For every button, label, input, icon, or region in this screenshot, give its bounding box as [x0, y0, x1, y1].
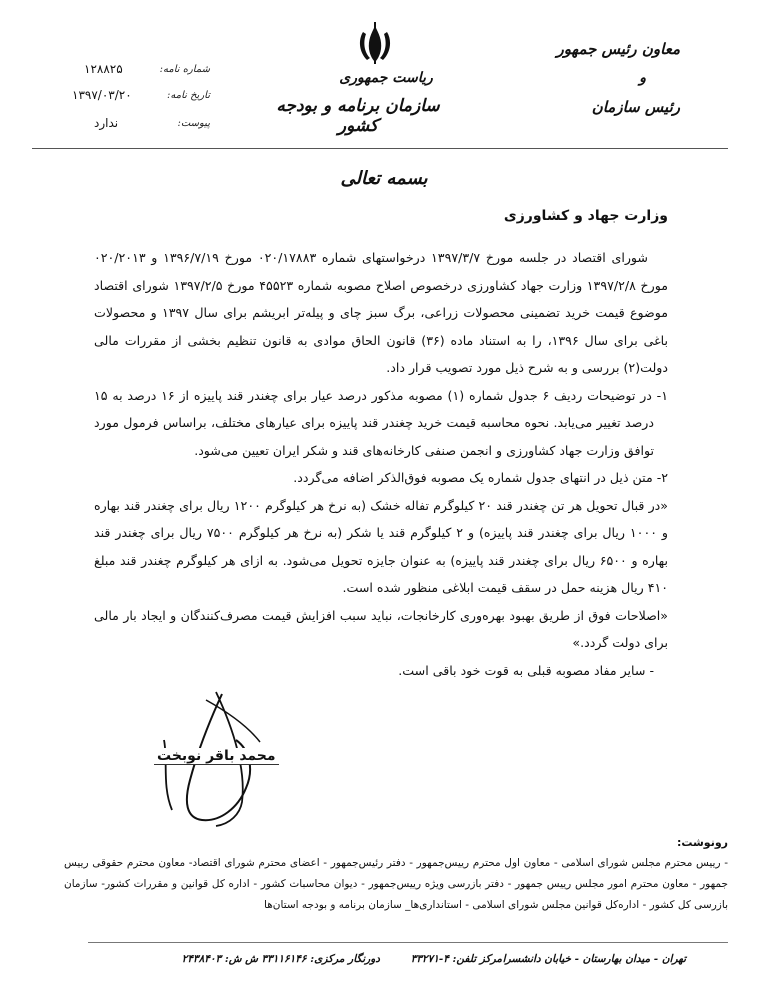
addressee: وزارت جهاد و کشاورزی: [503, 208, 668, 224]
letter-meta: [60, 60, 210, 140]
header-divider: [32, 148, 728, 149]
invocation: بسمه تعالی: [340, 168, 428, 189]
org-name: سازمان برنامه و بودجه کشور: [276, 96, 440, 136]
clause-2: ۲- متن ذیل در انتهای جدول شماره یک مصوبه فوق‌الذکر اضافه می‌گردد.: [293, 470, 668, 485]
clause-2-note: «اصلاحات فوق از طریق بهبود بهره‌وری کارخانجات، نباید سبب افزایش قیمت مصرف‌کنندگان و ایجاد بار مالی برای دولت گردد.»: [94, 607, 668, 650]
letter-number-label: شماره نامه:: [159, 64, 210, 75]
letter-date-value: ۱۳۹۷/۰۳/۲۰: [72, 88, 132, 102]
letter-date-label: تاریخ نامه:: [167, 90, 210, 101]
clause-2-quote: «در قبال تحویل هر تن چغندر قند ۲۰ کیلوگرم تفاله خشک (به نرخ هر کیلوگرم ۱۲۰۰ ریال برای چغندر قند بهاره و ۱۰۰۰ ریال برای چغندر قند پاییزه) و ۲ کیلوگرم قند یا شکر (به نرخ هر کیلوگرم ۷۵۰۰ ریال برای چغندر قند بهاره و ۶۵۰۰ ریال برای چغندر قند پاییزه) به عنوان جایزه تحویل می‌شود. به ازای هر کیلوگرم چغندر قند مبلغ ۴۱۰ ریال هزینه حمل در سقف قیمت ابلاغی منظور شده است.: [94, 497, 668, 595]
letter-number-value: ۱۲۸۸۲۵: [84, 62, 123, 76]
letter-body: [94, 244, 668, 684]
footer-address: تهران - میدان بهارستان - خیابان دانشسرا: [502, 953, 686, 965]
footer-switchboard: مرکز تلفن: ۴-۳۳۲۷۱: [410, 953, 502, 965]
signatory-name: محمد باقر نوبخت: [154, 748, 279, 765]
footer-fax: دورنگار مرکزی: ۳۳۱۱۶۱۴۶: [261, 953, 380, 965]
recipient-title: معاون رئیس جمهور: [556, 40, 680, 58]
closing-clause: - سایر مفاد مصوبه قبلی به قوت خود باقی است.: [398, 662, 654, 678]
attachment-label: پیوست:: [177, 118, 210, 129]
attachment-value: ندارد: [94, 116, 119, 130]
footer-divider: [88, 942, 728, 943]
footer-postal: ش ش: ۲۴۳۸۴۰۳: [181, 953, 258, 965]
cc-list: - رییس محترم مجلس شورای اسلامی - معاون اول محترم رییس‌جمهور - دفتر رئیس‌جمهور - اعضای محترم شورای اقتصاد- معاون محترم حقوقی رییس جمهور - معاون محترم امور مجلس رییس جمهور - دفتر بازرسی ویژه رییس‌جمهور - دیوان محاسبات کشور - اداره کل قوانین و مقررات کشور- سازمان بازرسی کل کشور - اداره‌کل قوانین مجلس شورای اسلامی - استانداری‌ها_ سازمان برنامه و بودجه استان‌ها: [64, 857, 728, 911]
org-presidency: ریاست جمهوری: [339, 70, 433, 86]
cc-title: رونوشت:: [676, 836, 728, 849]
iran-emblem-icon: [354, 22, 396, 66]
recipient-title-2: رئیس سازمان: [591, 98, 680, 116]
clause-1: ۱- در توضیحات ردیف ۶ جدول شماره (۱) مصوبه مذکور درصد عیار برای چغندر قند پاییزه از ۱۶ درصد به ۱۵ درصد تغییر می‌یابد. نحوه محاسبه قیمت خرید چغندر قند پاییزه برای عیارهای مختلف، براساس فرمول مورد توافق وزارت جهاد کشاورزی و انجمن صنفی کارخانه‌های قند و شکر ایران تعیین می‌شود.: [94, 387, 668, 458]
recipient-and: و: [639, 70, 646, 86]
intro-paragraph: شورای اقتصاد در جلسه مورخ ۱۳۹۷/۳/۷ درخواستهای شماره ۰۲۰/۱۷۸۸۳ مورخ ۱۳۹۶/۷/۱۹ و ۰۲۰/۲۰۱۳ مورخ ۱۳۹۷/۲/۸ وزارت جهاد کشاورزی درخصوص اصلاح مصوبه شماره ۴۵۵۲۳ مورخ ۱۳۹۷/۲/۵ شورای اقتصاد موضوع قیمت خرید تضمینی محصولات زراعی، برگ سبز چای و پیله‌تر ابریشم برای سال ۱۳۹۷ و محصولات باغی برای سال ۱۳۹۶، را به استناد ماده (۳۶) قانون الحاق موادی به قانون تنظیم بخشی از مقررات مالی دولت(۲) بررسی و به شرح ذیل مورد تصویب قرار داد.: [94, 250, 668, 375]
